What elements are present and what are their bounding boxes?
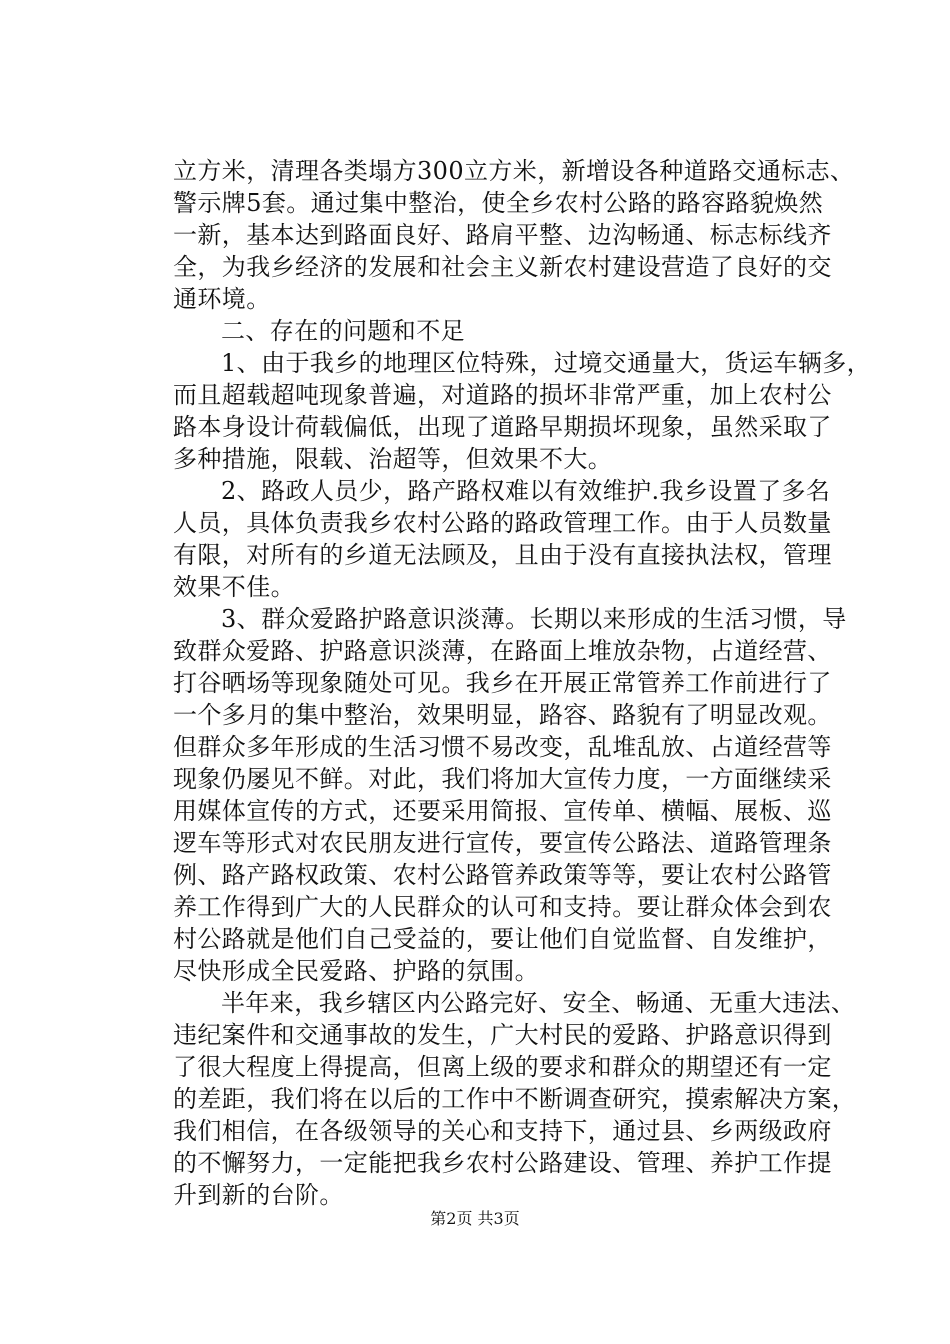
text-line: 例、路产路权政策、农村公路管养政策等等，要让农村公路管 — [173, 861, 832, 889]
text-line: 3、群众爱路护路意识淡薄。长期以来形成的生活习惯，导 — [221, 605, 847, 633]
text-line: 通环境。 — [173, 285, 271, 313]
text-line: 的不懈努力，一定能把我乡农村公路建设、管理、养护工作提 — [173, 1149, 832, 1177]
text-line: 用媒体宣传的方式，还要采用简报、宣传单、横幅、展板、巡 — [173, 797, 832, 825]
text-line: 全，为我乡经济的发展和社会主义新农村建设营造了良好的交 — [173, 253, 832, 281]
text-line: 1、由于我乡的地理区位特殊，过境交通量大，货运车辆多， — [221, 349, 872, 377]
text-line: 有限，对所有的乡道无法顾及，且由于没有直接执法权，管理 — [173, 541, 832, 569]
document-body — [173, 155, 872, 1211]
text-line: 我们相信，在各级领导的关心和支持下，通过县、乡两级政府 — [173, 1117, 832, 1145]
text-line: 违纪案件和交通事故的发生，广大村民的爱路、护路意识得到 — [173, 1021, 832, 1049]
text-line: 一新，基本达到路面良好、路肩平整、边沟畅通、标志标线齐 — [173, 221, 832, 249]
text-line: 逻车等形式对农民朋友进行宣传，要宣传公路法、道路管理条 — [173, 829, 832, 857]
text-line: 现象仍屡见不鲜。对此，我们将加大宣传力度，一方面继续采 — [173, 765, 832, 793]
text-line: 立方米，清理各类塌方300立方米，新增设各种道路交通标志、 — [173, 157, 855, 185]
page-number-footer: 第2页 共3页 — [430, 1209, 520, 1228]
text-line: 警示牌5套。通过集中整治，使全乡农村公路的路容路貌焕然 — [173, 189, 824, 217]
text-line: 升到新的台阶。 — [173, 1181, 344, 1209]
text-line: 路本身设计荷载偏低，出现了道路早期损坏现象，虽然采取了 — [173, 413, 832, 441]
text-line: 人员，具体负责我乡农村公路的路政管理工作。由于人员数量 — [173, 509, 832, 537]
text-line: 打谷晒场等现象随处可见。我乡在开展正常管养工作前进行了 — [173, 669, 832, 697]
text-line: 半年来，我乡辖区内公路完好、安全、畅通、无重大违法、 — [221, 989, 856, 1017]
text-line: 村公路就是他们自己受益的，要让他们自觉监督、自发维护， — [173, 925, 832, 953]
text-line: 养工作得到广大的人民群众的认可和支持。要让群众体会到农 — [173, 893, 832, 921]
text-line: 而且超载超吨现象普遍，对道路的损坏非常严重，加上农村公 — [173, 381, 832, 409]
text-line: 效果不佳。 — [173, 573, 295, 601]
text-line: 尽快形成全民爱路、护路的氛围。 — [173, 957, 539, 985]
text-line: 2、路政人员少，路产路权难以有效维护.我乡设置了多名 — [221, 477, 831, 505]
text-line: 致群众爱路、护路意识淡薄，在路面上堆放杂物，占道经营、 — [173, 637, 832, 665]
section-heading: 二、存在的问题和不足 — [221, 317, 465, 345]
text-line: 多种措施，限载、治超等，但效果不大。 — [173, 445, 613, 473]
text-line: 一个多月的集中整治，效果明显，路容、路貌有了明显改观。 — [173, 701, 832, 729]
text-line: 但群众多年形成的生活习惯不易改变，乱堆乱放、占道经营等 — [173, 733, 832, 761]
text-line: 了很大程度上得提高，但离上级的要求和群众的期望还有一定 — [173, 1053, 832, 1081]
text-line: 的差距，我们将在以后的工作中不断调查研究，摸索解决方案， — [173, 1085, 857, 1113]
